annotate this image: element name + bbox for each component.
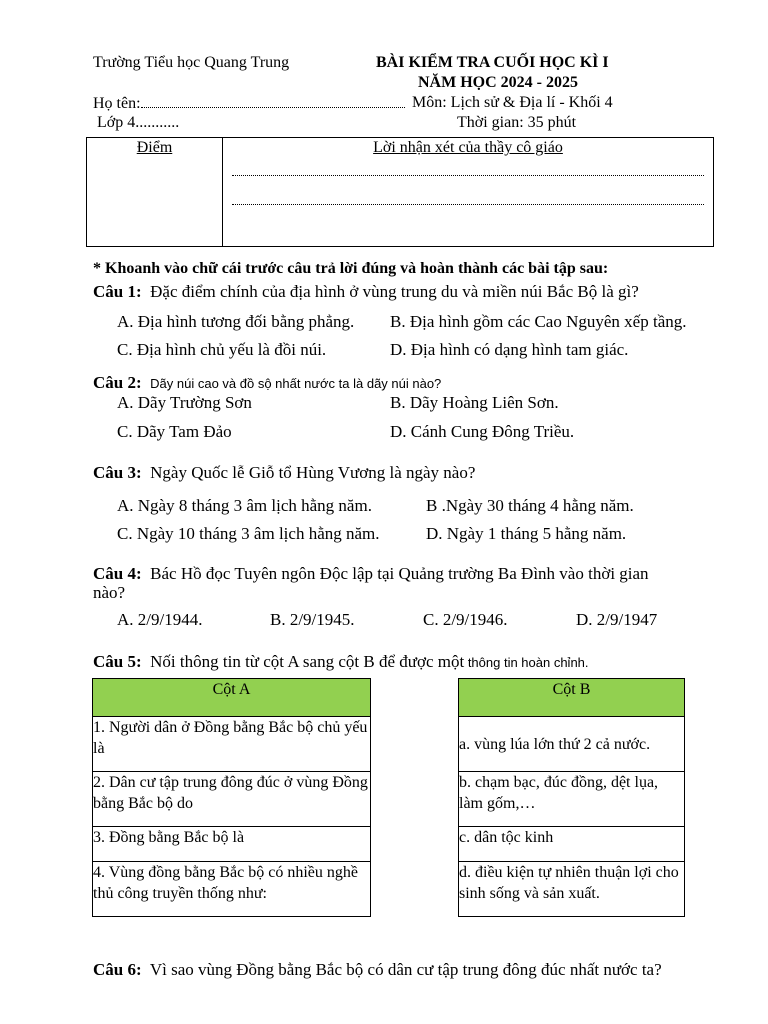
- option-1a[interactable]: A. Địa hình tương đối bằng phẳng.: [117, 312, 355, 331]
- question-text: Đặc điểm chính của địa hình ở vùng trung du và miền núi Bắc Bộ là gì?: [150, 282, 639, 301]
- comment-cell: [223, 138, 714, 247]
- instruction: * Khoanh vào chữ cái trước câu trả lời đúng và hoàn thành các bài tập sau:: [93, 260, 609, 277]
- column-a-item-2[interactable]: 2. Dân cư tập trung đông đúc ở vùng Đồng bằng Bắc bộ do: [93, 772, 371, 827]
- question-text: Dãy núi cao và đồ sộ nhất nước ta là dãy núi nào?: [150, 376, 442, 391]
- option-3a[interactable]: A. Ngày 8 tháng 3 âm lịch hằng năm.: [117, 496, 372, 515]
- column-b-table: [458, 678, 685, 917]
- name-field: [93, 93, 405, 114]
- grade-box: [86, 137, 714, 247]
- time-info: Thời gian: 35 phút: [457, 114, 577, 131]
- option-2d[interactable]: D. Cánh Cung Đông Triều.: [390, 422, 575, 441]
- column-b-header: Cột B: [459, 679, 685, 717]
- question-5: [93, 652, 589, 673]
- question-label: Câu 2:: [93, 373, 142, 392]
- option-4a[interactable]: A. 2/9/1944.: [117, 610, 203, 629]
- option-1b[interactable]: B. Địa hình gồm các Cao Nguyên xếp tầng.: [390, 312, 687, 331]
- score-label: Điểm: [136, 139, 173, 156]
- column-b-item-d[interactable]: d. điều kiện tự nhiên thuận lợi cho sinh sống và sản xuất.: [459, 862, 685, 917]
- column-a-table: [92, 678, 371, 917]
- question-label: Câu 4:: [93, 564, 142, 583]
- column-b-item-a[interactable]: a. vùng lúa lớn thứ 2 cả nước.: [459, 717, 685, 772]
- comment-label: Lời nhận xét của thầy cô giáo: [373, 139, 563, 156]
- question-label: Câu 6:: [93, 960, 142, 979]
- option-2c[interactable]: C. Dãy Tam Đảo: [117, 422, 232, 441]
- name-label: Họ tên:: [93, 95, 141, 112]
- question-4-continued: nào?: [93, 583, 126, 602]
- option-2a[interactable]: A. Dãy Trường Sơn: [117, 393, 252, 412]
- option-1d[interactable]: D. Địa hình có dạng hình tam giác.: [390, 340, 629, 359]
- question-text: Bác Hồ đọc Tuyên ngôn Độc lập tại Quảng trường Ba Đình vào thời gian: [150, 564, 649, 583]
- option-4b[interactable]: B. 2/9/1945.: [270, 610, 355, 629]
- comment-line-2: [232, 186, 704, 205]
- subject-info: Môn: Lịch sử & Địa lí - Khối 4: [412, 94, 613, 111]
- school-name: Trường Tiểu học Quang Trung: [93, 54, 290, 71]
- question-2: [93, 373, 441, 394]
- option-1c[interactable]: C. Địa hình chủ yếu là đồi núi.: [117, 340, 327, 359]
- exam-title: BÀI KIỂM TRA CUỐI HỌC KÌ I: [376, 54, 609, 71]
- column-a-item-1[interactable]: 1. Người dân ở Đồng bằng Bắc bộ chủ yếu là: [93, 717, 371, 772]
- question-1: [93, 282, 639, 302]
- name-blank: [141, 93, 405, 108]
- option-3c[interactable]: C. Ngày 10 tháng 3 âm lịch hằng năm.: [117, 524, 380, 543]
- column-a-header: Cột A: [93, 679, 371, 717]
- option-4d[interactable]: D. 2/9/1947: [576, 610, 658, 629]
- question-label: Câu 5:: [93, 652, 142, 671]
- option-4c[interactable]: C. 2/9/1946.: [423, 610, 508, 629]
- option-3d[interactable]: D. Ngày 1 tháng 5 hằng năm.: [426, 524, 627, 543]
- option-3b[interactable]: B .Ngày 30 tháng 4 hằng năm.: [426, 496, 634, 515]
- question-text: Vì sao vùng Đồng bằng Bắc bộ có dân cư tập trung đông đúc nhất nước ta?: [149, 960, 662, 979]
- column-b-item-b[interactable]: b. chạm bạc, đúc đồng, dệt lụa, làm gốm,…: [459, 772, 685, 827]
- school-year: NĂM HỌC 2024 - 2025: [418, 74, 578, 91]
- question-label: Câu 1:: [93, 282, 142, 301]
- comment-line-1: [232, 157, 704, 176]
- column-b-item-c[interactable]: c. dân tộc kinh: [459, 827, 685, 862]
- option-2b[interactable]: B. Dãy Hoàng Liên Sơn.: [390, 393, 559, 412]
- score-cell: [87, 138, 223, 247]
- question-3: [93, 463, 475, 483]
- column-a-item-4[interactable]: 4. Vùng đồng bằng Bắc bộ có nhiều nghề thủ công truyền thống như:: [93, 862, 371, 917]
- column-a-item-3[interactable]: 3. Đồng bằng Bắc bộ là: [93, 827, 371, 862]
- question-label: Câu 3:: [93, 463, 142, 482]
- question-text: Nối thông tin từ cột A sang cột B để được một: [150, 652, 465, 671]
- question-4: [93, 564, 649, 584]
- question-text: Ngày Quốc lễ Giỗ tổ Hùng Vương là ngày nào?: [150, 463, 476, 482]
- question-text-tail: thông tin hoàn chỉnh.: [464, 655, 589, 670]
- class-field: Lớp 4...........: [97, 114, 180, 131]
- question-6: [93, 960, 662, 980]
